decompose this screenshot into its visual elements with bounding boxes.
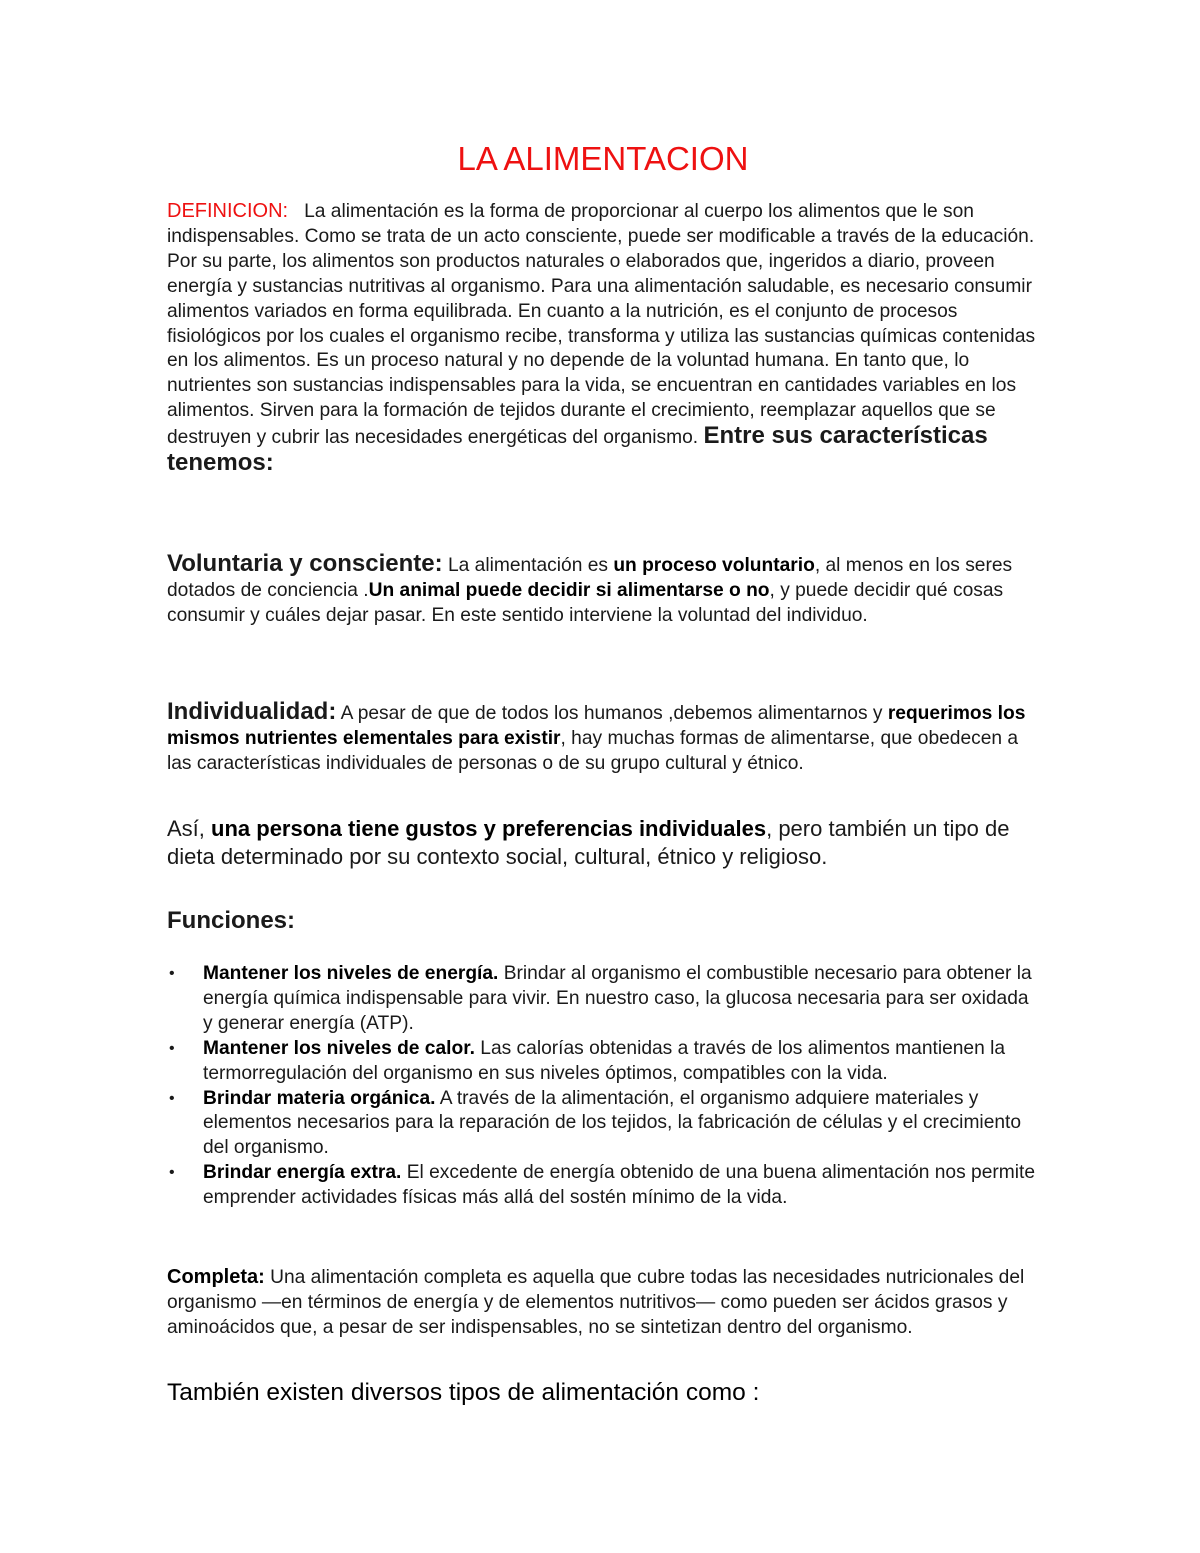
funcion-text: A través de la alimentación, el organismo adquiere materiales y elementos necesarios para la reparación de los tejidos, la fabricación de células y el crecimiento del organismo. xyxy=(203,1087,1022,1159)
individualidad-paragraph xyxy=(167,700,1039,777)
voluntaria-paragraph xyxy=(167,552,1039,629)
characteristics-intro: Entre sus características tenemos: xyxy=(167,422,988,477)
bullet-icon: • xyxy=(169,1089,175,1107)
individualidad-p2-bold-1: una persona tiene gustos y preferencias individuales xyxy=(211,816,767,841)
voluntaria-text-3: , y puede decidir qué cosas consumir y cuáles dejar pasar. En este sentido interviene la voluntad del individuo. xyxy=(167,579,1004,626)
voluntaria-heading: Voluntaria y consciente: xyxy=(167,550,443,577)
individualidad-text-1: A pesar de que de todos los humanos ,debemos alimentarnos y xyxy=(340,703,883,724)
list-item xyxy=(167,1037,1039,1087)
funcion-text: Las calorías obtenidas a través de los alimentos mantienen la termorregulación del organismo en sus niveles óptimos, compatibles con la vida. xyxy=(203,1037,1006,1084)
bullet-icon: • xyxy=(169,965,175,982)
funcion-title: Brindar energía extra. xyxy=(203,1162,402,1184)
individualidad-bold-1: requerimos los mismos nutrientes elementales para existir xyxy=(167,703,1026,749)
voluntaria-text-1: La alimentación es xyxy=(447,555,608,576)
completa-paragraph xyxy=(167,1265,1039,1341)
voluntaria-text-2: , al menos en los seres dotados de conciencia . xyxy=(167,555,1013,601)
definition-body: La alimentación es la forma de proporcionar al cuerpo los alimentos que le son indispensables. Como se trata de un acto consciente, puede ser modificable a través de la educación. Por su parte, los alimentos son productos naturales o elaborados que, ingeridos a diario, proveen energía y sustancias nutritivas al organismo. Para una alimentación saludable, es necesario consumir alimentos variados en forma equilibrada. En cuanto a la nutrición, es el conjunto de procesos fisiológicos por los cuales el organismo recibe, transforma y utiliza las sustancias químicas contenidas en los alimentos. Es un proceso natural y no depende de la voluntad humana. En tanto que, lo nutrientes son sustancias indispensables para la vida, se encuentran en cantidades variables en los alimentos. Sirven para la formación de tejidos durante el crecimiento, reemplazar aquellos que se destruyen y cubrir las necesidades energéticas del organismo. xyxy=(167,201,1036,449)
funcion-title: Mantener los niveles de energía. xyxy=(203,963,499,984)
funcion-title: Brindar materia orgánica. xyxy=(203,1087,436,1109)
funcion-title: Mantener los niveles de calor. xyxy=(203,1037,475,1059)
completa-heading: Completa: xyxy=(167,1266,265,1288)
funcion-text: El excedente de energía obtenido de una buena alimentación nos permite emprender actividades físicas más allá del sostén mínimo de la vida. xyxy=(203,1162,1036,1209)
funciones-list xyxy=(167,962,1039,1211)
bullet-icon: • xyxy=(169,1039,175,1057)
closing-heading: También existen diversos tipos de alimentación como : xyxy=(167,1379,760,1406)
individualidad-p2-text-2: , pero también un tipo de dieta determinado por su contexto social, cultural, étnico y religioso. xyxy=(167,816,1010,869)
individualidad-heading: Individualidad: xyxy=(167,698,337,725)
individualidad-p2-text-1: Así, xyxy=(167,816,205,841)
completa-text: Una alimentación completa es aquella que cubre todas las necesidades nutricionales del organismo —en términos de energía y de elementos nutritivos— como pueden ser ácidos grasos y aminoácidos que, a pesar de ser indispensables, no se sintetizan dentro del organismo. xyxy=(167,1267,1025,1338)
individualidad-text-2: , hay muchas formas de alimentarse, que obedecen a las características individuales de personas o de su grupo cultural y étnico. xyxy=(167,727,1019,774)
definition-label: DEFINICION: xyxy=(167,200,289,222)
list-item xyxy=(167,1161,1039,1211)
funcion-text: Brindar al organismo el combustible necesario para obtener la energía química indispensable para vivir. En nuestro caso, la glucosa necesaria para ser oxidada y generar energía (ATP). xyxy=(203,963,1032,1034)
definition-paragraph xyxy=(167,199,1039,478)
bullet-icon: • xyxy=(169,1164,175,1182)
funciones-heading: Funciones: xyxy=(167,907,296,934)
document-title: LA ALIMENTACION xyxy=(457,140,749,177)
voluntaria-bold-2: Un animal puede decidir si alimentarse o no xyxy=(368,579,770,601)
voluntaria-bold-1: un proceso voluntario xyxy=(613,555,815,576)
individualidad-paragraph-2 xyxy=(167,815,1039,871)
list-item xyxy=(167,1087,1039,1162)
list-item xyxy=(167,962,1039,1037)
